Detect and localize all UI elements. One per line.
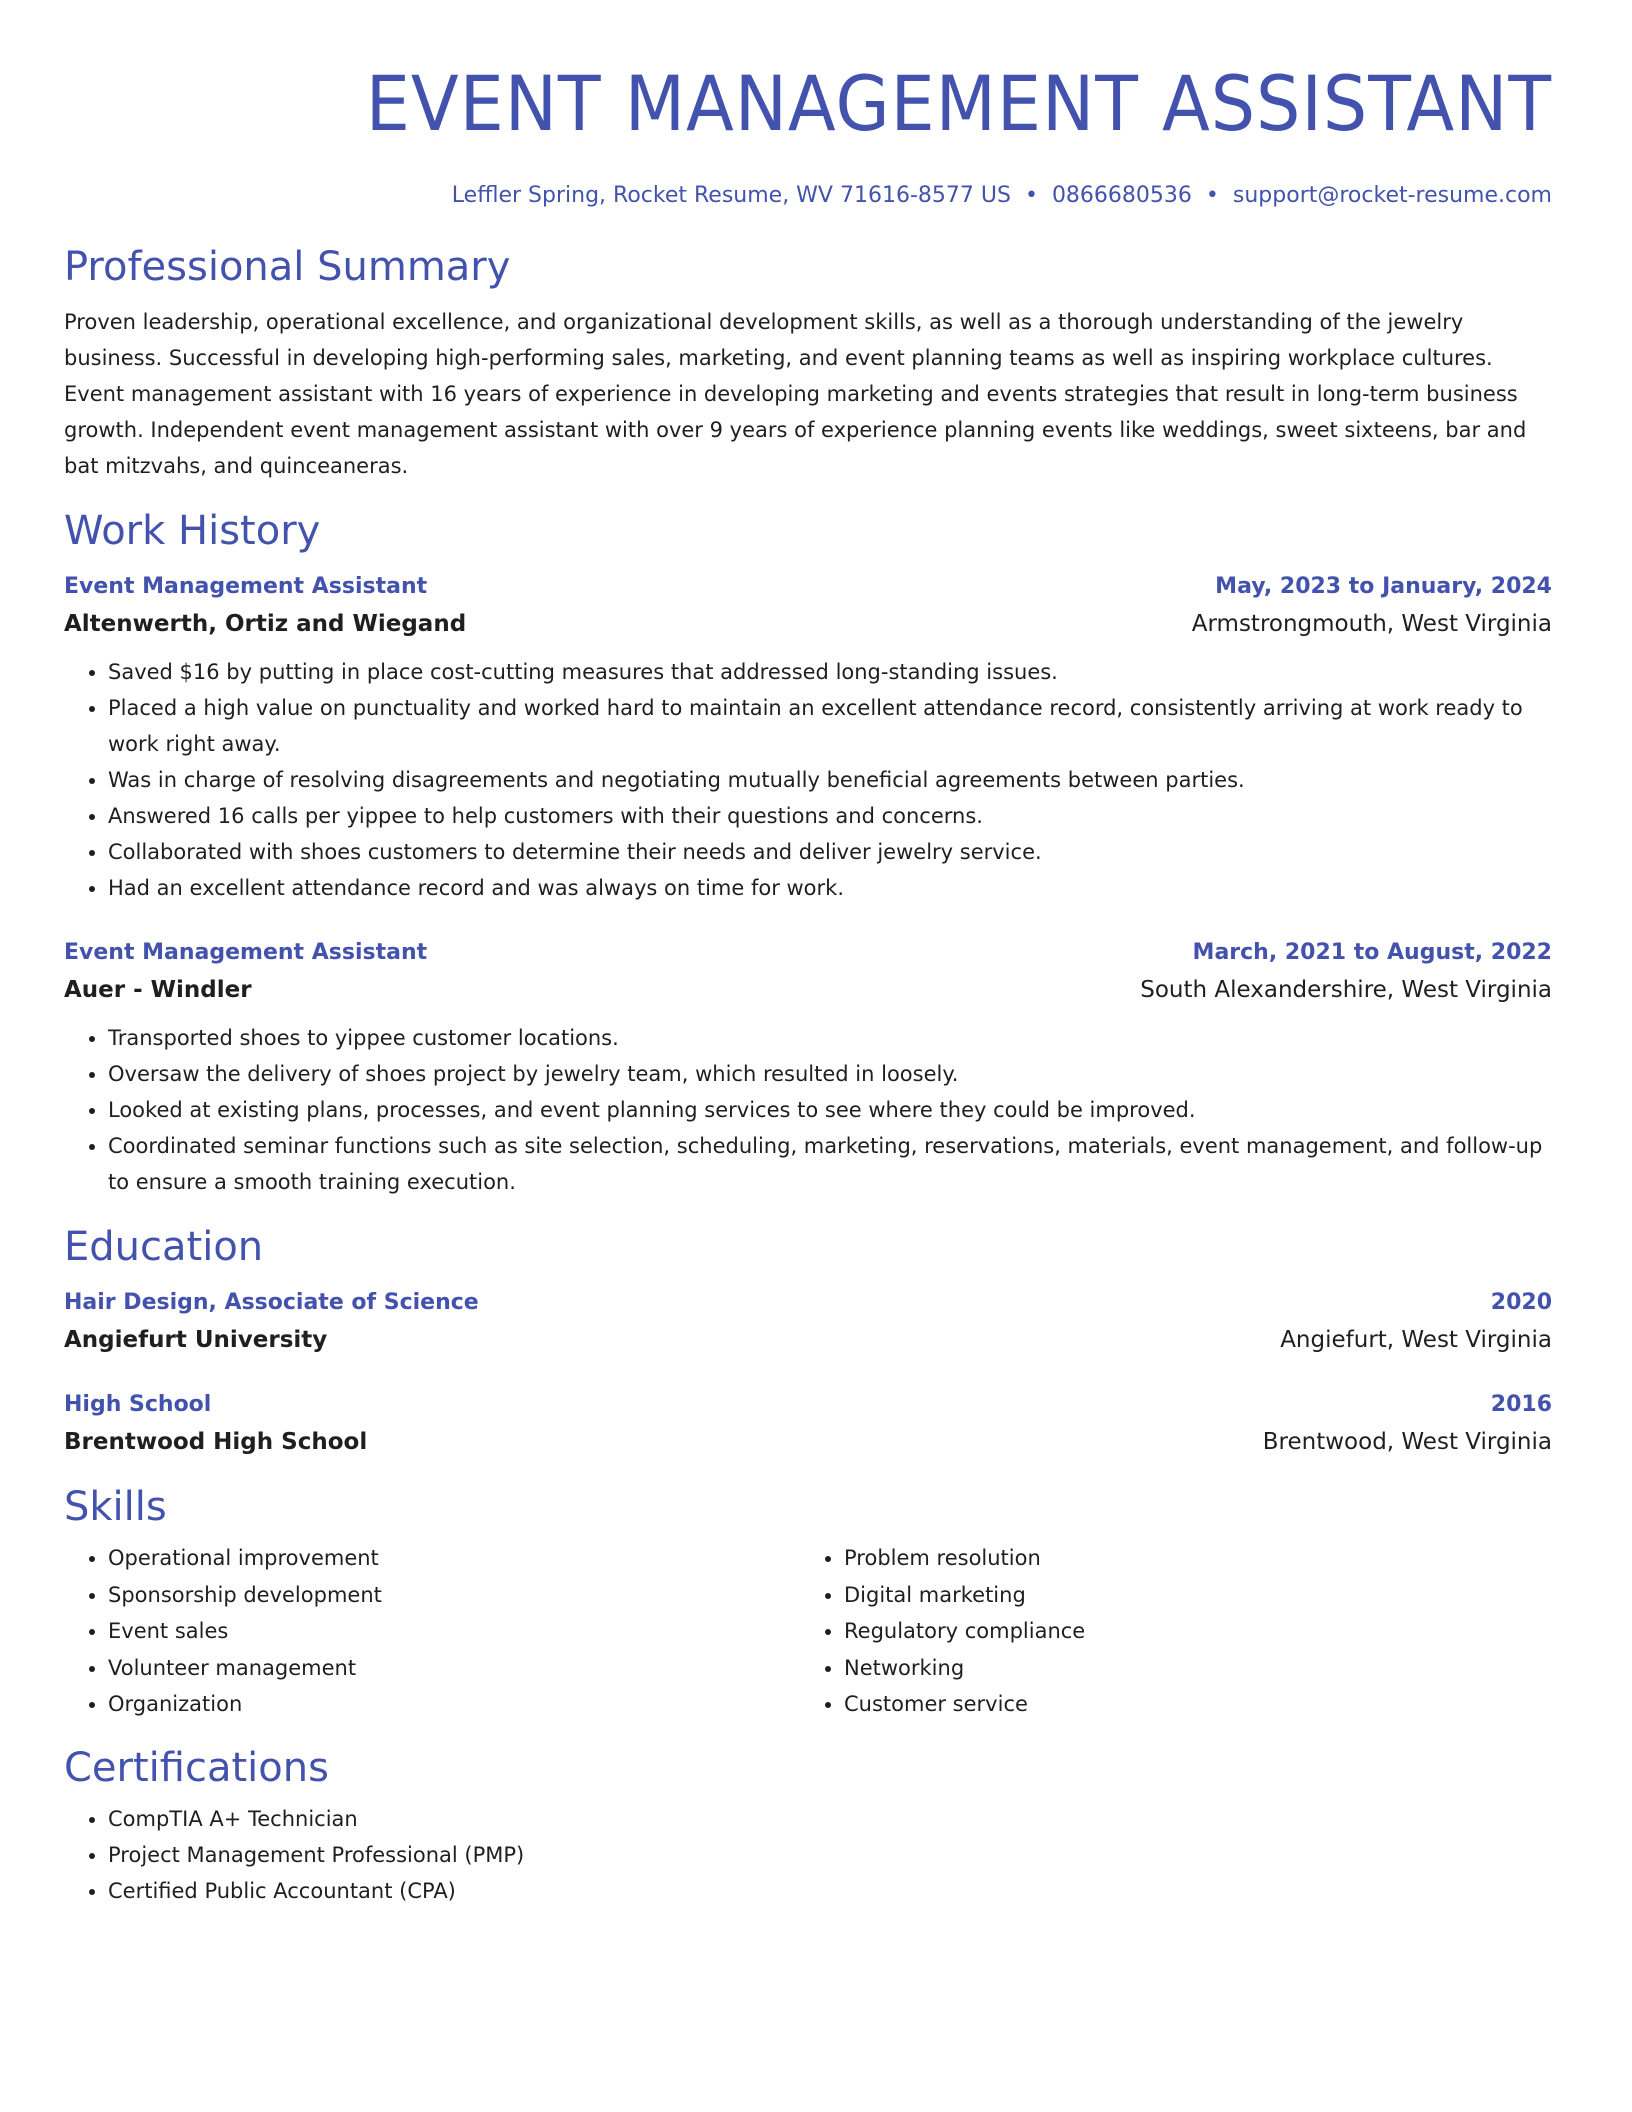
education-school: Angiefurt University bbox=[64, 1327, 328, 1353]
contact-email: support@rocket-resume.com bbox=[1232, 183, 1552, 208]
job-company-row bbox=[64, 970, 1552, 1010]
skill-item: • Operational improvement bbox=[108, 1540, 800, 1577]
job-title: Event Management Assistant bbox=[64, 940, 428, 965]
contact-line bbox=[64, 180, 1552, 212]
education-header-row bbox=[64, 1388, 1552, 1422]
certification-item: • Project Management Professional (PMP) bbox=[108, 1837, 1552, 1873]
job-bullet: • Placed a high value on punctuality and worked hard to maintain an excellent attendance record, consistently arriving at work ready to work right away. bbox=[108, 690, 1552, 762]
contact-phone: 0866680536 bbox=[1051, 183, 1192, 208]
job-dates: March, 2021 to August, 2022 bbox=[1192, 940, 1552, 965]
contact-separator: • bbox=[1024, 183, 1038, 208]
skill-item: • Networking bbox=[844, 1650, 1085, 1687]
resume-title: EVENT MANAGEMENT ASSISTANT bbox=[365, 59, 1553, 148]
job-bullet: • Oversaw the delivery of shoes project by jewelry team, which resulted in loosely. bbox=[108, 1056, 1552, 1092]
job-bullet: • Answered 16 calls per yippee to help customers with their questions and concerns. bbox=[108, 798, 1552, 834]
job-bullet: • Had an excellent attendance record and was always on time for work. bbox=[108, 870, 1552, 906]
skill-item: • Problem resolution bbox=[844, 1540, 1085, 1577]
job-company: Altenwerth, Ortiz and Wiegand bbox=[64, 611, 467, 637]
skill-item: • Sponsorship development bbox=[108, 1577, 800, 1614]
job-bullet: • Saved $16 by putting in place cost-cutting measures that addressed long-standing issues. bbox=[108, 654, 1552, 690]
job-entry bbox=[64, 570, 1552, 906]
job-dates: May, 2023 to January, 2024 bbox=[1215, 574, 1552, 599]
skills-grid bbox=[64, 1540, 1552, 1723]
education-degree: Hair Design, Associate of Science bbox=[64, 1290, 479, 1315]
job-bullet: • Transported shoes to yippee customer locations. bbox=[108, 1020, 1552, 1056]
education-school-row bbox=[64, 1422, 1552, 1462]
certifications-list bbox=[64, 1801, 1552, 1909]
job-entry bbox=[64, 936, 1552, 1200]
skill-item: • Event sales bbox=[108, 1613, 800, 1650]
education-year: 2020 bbox=[1490, 1290, 1552, 1315]
skills-section bbox=[64, 1482, 1552, 1723]
job-location: Armstrongmouth, West Virginia bbox=[1191, 611, 1552, 637]
skill-item: • Volunteer management bbox=[108, 1650, 800, 1687]
education-year: 2016 bbox=[1490, 1392, 1552, 1417]
contact-address: Leffler Spring, Rocket Resume, WV 71616-8577 US bbox=[451, 183, 1011, 208]
education-degree: High School bbox=[64, 1392, 212, 1417]
education-school-row bbox=[64, 1320, 1552, 1360]
job-location: South Alexandershire, West Virginia bbox=[1140, 977, 1552, 1003]
work-history-heading: Work History bbox=[64, 508, 321, 554]
skills-heading: Skills bbox=[64, 1484, 167, 1530]
summary-section bbox=[64, 242, 1552, 484]
job-bullet: • Collaborated with shoes customers to determine their needs and deliver jewelry service. bbox=[108, 834, 1552, 870]
certification-item: • Certified Public Accountant (CPA) bbox=[108, 1873, 1552, 1909]
skill-item: • Regulatory compliance bbox=[844, 1613, 1085, 1650]
job-header-row bbox=[64, 570, 1552, 604]
job-company-row bbox=[64, 604, 1552, 644]
skill-item: • Customer service bbox=[844, 1686, 1085, 1723]
certifications-section bbox=[64, 1743, 1552, 1909]
education-entry bbox=[64, 1286, 1552, 1360]
education-heading: Education bbox=[64, 1224, 264, 1270]
education-entry bbox=[64, 1388, 1552, 1462]
job-bullet: • Was in charge of resolving disagreements and negotiating mutually beneficial agreements between parties. bbox=[108, 762, 1552, 798]
skills-list-right bbox=[800, 1540, 1085, 1723]
job-bullets bbox=[64, 1020, 1552, 1200]
certification-item: • CompTIA A+ Technician bbox=[108, 1801, 1552, 1837]
job-bullet: • Coordinated seminar functions such as site selection, scheduling, marketing, reservations, materials, event management, and follow-up to ensure a smooth training execution. bbox=[108, 1128, 1552, 1200]
summary-heading: Professional Summary bbox=[64, 244, 511, 290]
certifications-heading: Certifications bbox=[64, 1744, 329, 1791]
education-location: Brentwood, West Virginia bbox=[1262, 1429, 1552, 1455]
education-section bbox=[64, 1222, 1552, 1462]
skills-list-left bbox=[64, 1540, 800, 1723]
education-location: Angiefurt, West Virginia bbox=[1280, 1327, 1552, 1353]
summary-text: Proven leadership, operational excellence, and organizational development skills, as well as a thorough understanding of the jewelry business. Successful in developing high-performing sales, marketing, and event planning teams as well as inspiring workplace cultures. Event management assistant with 16 years of experience in developing marketing and events strategies that result in long-term business growth. Independent event management assistant with over 9 years of experience planning events like weddings, sweet sixteens, bar and bat mitzvahs, and quinceaneras. bbox=[64, 310, 1527, 478]
education-school: Brentwood High School bbox=[64, 1429, 368, 1455]
skills-column-left bbox=[64, 1540, 800, 1723]
job-title: Event Management Assistant bbox=[64, 574, 428, 599]
skills-column-right bbox=[800, 1540, 1085, 1723]
skill-item: • Digital marketing bbox=[844, 1577, 1085, 1614]
skill-item: • Organization bbox=[108, 1686, 800, 1723]
education-header-row bbox=[64, 1286, 1552, 1320]
job-company: Auer - Windler bbox=[64, 977, 252, 1003]
contact-separator: • bbox=[1205, 183, 1219, 208]
work-history-section bbox=[64, 506, 1552, 1200]
job-bullet: • Looked at existing plans, processes, and event planning services to see where they could be improved. bbox=[108, 1092, 1552, 1128]
job-header-row bbox=[64, 936, 1552, 970]
job-bullets bbox=[64, 654, 1552, 906]
